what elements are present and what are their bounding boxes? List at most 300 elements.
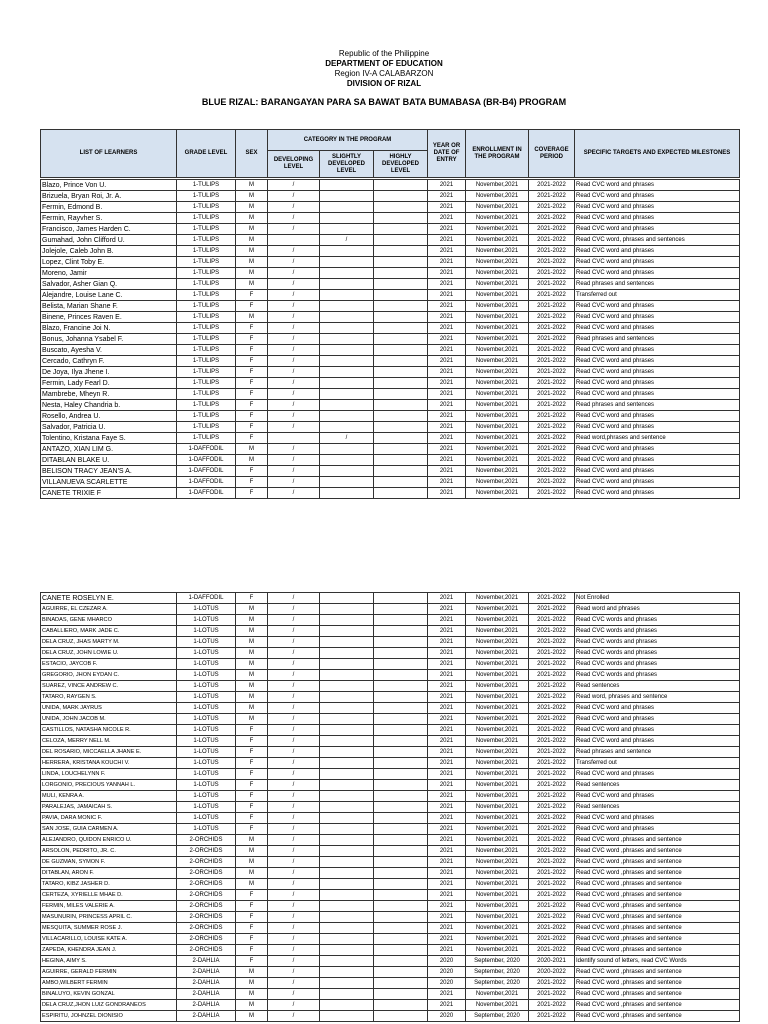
developing-mark: / bbox=[268, 356, 320, 367]
highly-mark bbox=[374, 279, 428, 290]
coverage-period: 2021-2022 bbox=[529, 604, 575, 615]
developing-mark: / bbox=[268, 466, 320, 477]
highly-mark bbox=[374, 433, 428, 444]
sex: M bbox=[236, 444, 268, 455]
target-milestone: Read CVC word and phrases bbox=[575, 703, 740, 714]
target-milestone: Read phrases and sentences bbox=[575, 334, 740, 345]
enrollment: November,2021 bbox=[466, 923, 529, 934]
developing-mark: / bbox=[268, 769, 320, 780]
grade-level: 1-DAFFODIL bbox=[177, 477, 236, 488]
table-row bbox=[41, 604, 740, 615]
grade-level: 2-DAHLIA bbox=[177, 1000, 236, 1011]
developing-mark: / bbox=[268, 747, 320, 758]
table-row bbox=[41, 1000, 740, 1011]
sex: F bbox=[236, 422, 268, 433]
sex: F bbox=[236, 356, 268, 367]
grade-level: 1-TULIPS bbox=[177, 411, 236, 422]
target-milestone: Read CVC word and phrases bbox=[575, 411, 740, 422]
coverage-period: 2021-2022 bbox=[529, 945, 575, 956]
developing-mark: / bbox=[268, 934, 320, 945]
enrollment: November,2021 bbox=[466, 615, 529, 626]
learner-name: DE GUZMAN, SYMON F. bbox=[41, 857, 177, 868]
slightly-mark bbox=[320, 356, 374, 367]
highly-mark bbox=[374, 813, 428, 824]
enrollment: November,2021 bbox=[466, 989, 529, 1000]
sex: M bbox=[236, 703, 268, 714]
developing-mark bbox=[268, 235, 320, 246]
sex: F bbox=[236, 301, 268, 312]
enrollment: November,2021 bbox=[466, 422, 529, 433]
slightly-mark bbox=[320, 345, 374, 356]
program-title: BLUE RIZAL: BARANGAYAN PARA SA BAWAT BATA BUMABASA (BR-B4) PROGRAM bbox=[201, 97, 567, 107]
slightly-mark bbox=[320, 725, 374, 736]
year-entry: 2021 bbox=[428, 813, 466, 824]
year-entry: 2021 bbox=[428, 604, 466, 615]
developing-mark: / bbox=[268, 824, 320, 835]
table-row bbox=[41, 802, 740, 813]
learner-name: Mambrebe, Mheyn R. bbox=[41, 389, 177, 400]
table-row bbox=[41, 637, 740, 648]
highly-mark bbox=[374, 659, 428, 670]
learner-name: AGUIRRE, EL CZEZAR A. bbox=[41, 604, 177, 615]
developing-mark: / bbox=[268, 257, 320, 268]
grade-level: 1-TULIPS bbox=[177, 389, 236, 400]
grade-level: 1-TULIPS bbox=[177, 301, 236, 312]
highly-mark bbox=[374, 400, 428, 411]
learner-name: UNIDA, MARK JAYRUS bbox=[41, 703, 177, 714]
coverage-period: 2021-2022 bbox=[529, 934, 575, 945]
year-entry: 2021 bbox=[428, 626, 466, 637]
grade-level: 1-LOTUS bbox=[177, 824, 236, 835]
year-entry: 2021 bbox=[428, 202, 466, 213]
highly-mark bbox=[374, 334, 428, 345]
target-milestone: Read CVC word and phrases bbox=[575, 466, 740, 477]
slightly-mark bbox=[320, 378, 374, 389]
developing-mark: / bbox=[268, 989, 320, 1000]
slightly-mark bbox=[320, 279, 374, 290]
learner-name: CANETE ROSELYN E. bbox=[41, 593, 177, 604]
target-milestone: Identify sound of letters, read CVC Words bbox=[575, 956, 740, 967]
target-milestone: Read CVC word ,phrases and sentence bbox=[575, 835, 740, 846]
developing-mark: / bbox=[268, 411, 320, 422]
learner-name: ARSOLON, PEDRITO, JR. C. bbox=[41, 846, 177, 857]
table-row bbox=[41, 378, 740, 389]
table-row bbox=[41, 411, 740, 422]
grade-level: 1-TULIPS bbox=[177, 202, 236, 213]
sex: F bbox=[236, 323, 268, 334]
year-entry: 2021 bbox=[428, 879, 466, 890]
highly-mark bbox=[374, 758, 428, 769]
learner-name: Tolentino, Kristana Faye S. bbox=[41, 433, 177, 444]
learner-name: CASTILLOS, NATASHA NICOLE R. bbox=[41, 725, 177, 736]
developing-mark: / bbox=[268, 1000, 320, 1011]
grade-level: 2-ORCHIDS bbox=[177, 934, 236, 945]
sex: F bbox=[236, 345, 268, 356]
coverage-period: 2021-2022 bbox=[529, 901, 575, 912]
sex: F bbox=[236, 780, 268, 791]
coverage-period: 2021-2022 bbox=[529, 824, 575, 835]
slightly-mark bbox=[320, 978, 374, 989]
highly-mark bbox=[374, 626, 428, 637]
enrollment: November,2021 bbox=[466, 367, 529, 378]
highly-mark bbox=[374, 945, 428, 956]
developing-mark: / bbox=[268, 345, 320, 356]
target-milestone: Read phrases and sentences bbox=[575, 279, 740, 290]
enrollment: November,2021 bbox=[466, 813, 529, 824]
sex: M bbox=[236, 213, 268, 224]
enrollment: November,2021 bbox=[466, 301, 529, 312]
learner-name: ANTAZO, XIAN LIM G. bbox=[41, 444, 177, 455]
learner-name: Moreno, Jamir bbox=[41, 268, 177, 279]
developing-mark: / bbox=[268, 202, 320, 213]
highly-mark bbox=[374, 191, 428, 202]
target-milestone: Read CVC word and phrases bbox=[575, 191, 740, 202]
year-entry: 2021 bbox=[428, 868, 466, 879]
sex: M bbox=[236, 312, 268, 323]
target-milestone: Read CVC word and phrases bbox=[575, 213, 740, 224]
highly-mark bbox=[374, 224, 428, 235]
year-entry: 2020 bbox=[428, 967, 466, 978]
table-row bbox=[41, 323, 740, 334]
learner-name: BELISON TRACY JEAN'S A. bbox=[41, 466, 177, 477]
developing-mark: / bbox=[268, 890, 320, 901]
slightly-mark bbox=[320, 736, 374, 747]
sex: M bbox=[236, 659, 268, 670]
grade-level: 2-ORCHIDS bbox=[177, 868, 236, 879]
highly-mark bbox=[374, 1000, 428, 1011]
target-milestone: Read CVC word and phrases bbox=[575, 224, 740, 235]
slightly-mark bbox=[320, 692, 374, 703]
year-entry: 2021 bbox=[428, 400, 466, 411]
highly-mark bbox=[374, 791, 428, 802]
grade-level: 1-LOTUS bbox=[177, 670, 236, 681]
sex: F bbox=[236, 901, 268, 912]
sex: F bbox=[236, 791, 268, 802]
coverage-period: 2021-2022 bbox=[529, 180, 575, 191]
enrollment: November,2021 bbox=[466, 312, 529, 323]
year-entry: 2021 bbox=[428, 246, 466, 257]
target-milestone: Read CVC word and phrases bbox=[575, 389, 740, 400]
developing-mark: / bbox=[268, 758, 320, 769]
learner-name: Belista, Marian Shane F. bbox=[41, 301, 177, 312]
table-row bbox=[41, 433, 740, 444]
enrollment: November,2021 bbox=[466, 912, 529, 923]
enrollment: November,2021 bbox=[466, 593, 529, 604]
highly-mark bbox=[374, 301, 428, 312]
year-entry: 2021 bbox=[428, 659, 466, 670]
enrollment: November,2021 bbox=[466, 400, 529, 411]
table-row bbox=[41, 268, 740, 279]
slightly-mark bbox=[320, 323, 374, 334]
grade-level: 1-LOTUS bbox=[177, 615, 236, 626]
slightly-mark bbox=[320, 466, 374, 477]
learners-table-page1 bbox=[40, 179, 740, 499]
grade-level: 2-ORCHIDS bbox=[177, 923, 236, 934]
sex: M bbox=[236, 235, 268, 246]
target-milestone: Read CVC words and phrases bbox=[575, 615, 740, 626]
grade-level: 1-TULIPS bbox=[177, 191, 236, 202]
sex: F bbox=[236, 813, 268, 824]
learner-name: DELA CRUZ,JHON LUIZ GONDRANEOS bbox=[41, 1000, 177, 1011]
highly-mark bbox=[374, 736, 428, 747]
target-milestone: Read CVC word and phrases bbox=[575, 268, 740, 279]
year-entry: 2020 bbox=[428, 1011, 466, 1022]
developing-mark: / bbox=[268, 400, 320, 411]
highly-mark bbox=[374, 725, 428, 736]
enrollment: November,2021 bbox=[466, 780, 529, 791]
slightly-mark bbox=[320, 290, 374, 301]
developing-mark: / bbox=[268, 180, 320, 191]
grade-level: 1-TULIPS bbox=[177, 400, 236, 411]
table-row bbox=[41, 868, 740, 879]
highly-mark bbox=[374, 890, 428, 901]
learner-name: UNIDA, JOHN JACOB M. bbox=[41, 714, 177, 725]
target-milestone: Read CVC words and phrases bbox=[575, 670, 740, 681]
learner-name: Blazo, Francine Joi N. bbox=[41, 323, 177, 334]
slightly-mark bbox=[320, 813, 374, 824]
sex: M bbox=[236, 637, 268, 648]
enrollment: November,2021 bbox=[466, 1000, 529, 1011]
sex: M bbox=[236, 626, 268, 637]
table-row bbox=[41, 422, 740, 433]
sex: M bbox=[236, 879, 268, 890]
slightly-mark bbox=[320, 956, 374, 967]
developing-mark: / bbox=[268, 967, 320, 978]
sex: M bbox=[236, 268, 268, 279]
table-row bbox=[41, 989, 740, 1000]
grade-level: 1-LOTUS bbox=[177, 681, 236, 692]
highly-mark bbox=[374, 637, 428, 648]
coverage-period: 2021-2022 bbox=[529, 268, 575, 279]
learner-name: Fermin, Lady Fearl D. bbox=[41, 378, 177, 389]
enrollment: November,2021 bbox=[466, 235, 529, 246]
learner-name: HERRERA, KRISTANA KOUCHI V. bbox=[41, 758, 177, 769]
slightly-mark bbox=[320, 802, 374, 813]
learner-name: CABALLIERO, MARK JADE C. bbox=[41, 626, 177, 637]
slightly-mark bbox=[320, 626, 374, 637]
coverage-period: 2021-2022 bbox=[529, 224, 575, 235]
coverage-period: 2021-2022 bbox=[529, 202, 575, 213]
highly-mark bbox=[374, 747, 428, 758]
slightly-mark bbox=[320, 400, 374, 411]
highly-mark bbox=[374, 681, 428, 692]
table-row bbox=[41, 824, 740, 835]
learner-name: ALEJANDRO, QUIDON ENRICO U. bbox=[41, 835, 177, 846]
enrollment: November,2021 bbox=[466, 180, 529, 191]
enrollment: November,2021 bbox=[466, 323, 529, 334]
table-row bbox=[41, 813, 740, 824]
coverage-period: 2021-2022 bbox=[529, 769, 575, 780]
sex: M bbox=[236, 681, 268, 692]
learner-name: Blazo, Prince Von U. bbox=[41, 180, 177, 191]
highly-mark bbox=[374, 356, 428, 367]
sex: M bbox=[236, 246, 268, 257]
coverage-period: 2021-2022 bbox=[529, 323, 575, 334]
target-milestone: Read CVC word and phrases bbox=[575, 488, 740, 499]
slightly-mark bbox=[320, 901, 374, 912]
enrollment: November,2021 bbox=[466, 345, 529, 356]
enrollment: November,2021 bbox=[466, 648, 529, 659]
highly-mark bbox=[374, 934, 428, 945]
slightly-mark bbox=[320, 714, 374, 725]
grade-level: 2-DAHLIA bbox=[177, 967, 236, 978]
grade-level: 1-LOTUS bbox=[177, 604, 236, 615]
enrollment: November,2021 bbox=[466, 389, 529, 400]
year-entry: 2021 bbox=[428, 824, 466, 835]
enrollment: November,2021 bbox=[466, 268, 529, 279]
table-row bbox=[41, 593, 740, 604]
grade-level: 1-TULIPS bbox=[177, 345, 236, 356]
slightly-mark: / bbox=[320, 235, 374, 246]
sex: F bbox=[236, 736, 268, 747]
learner-name: DITABLAN, ARON F. bbox=[41, 868, 177, 879]
year-entry: 2021 bbox=[428, 637, 466, 648]
year-entry: 2021 bbox=[428, 703, 466, 714]
slightly-mark bbox=[320, 422, 374, 433]
table-row bbox=[41, 334, 740, 345]
developing-mark: / bbox=[268, 692, 320, 703]
target-milestone: Read CVC word ,phrases and sentence bbox=[575, 945, 740, 956]
year-entry: 2021 bbox=[428, 235, 466, 246]
grade-level: 1-TULIPS bbox=[177, 279, 236, 290]
table-row bbox=[41, 345, 740, 356]
enrollment: November,2021 bbox=[466, 224, 529, 235]
slightly-mark: / bbox=[320, 433, 374, 444]
enrollment: November,2021 bbox=[466, 246, 529, 257]
coverage-period: 2021-2022 bbox=[529, 912, 575, 923]
coverage-period: 2021-2022 bbox=[529, 279, 575, 290]
sex: F bbox=[236, 367, 268, 378]
table-row bbox=[41, 301, 740, 312]
coverage-period: 2021-2022 bbox=[529, 345, 575, 356]
enrollment: September, 2020 bbox=[466, 967, 529, 978]
enrollment: November,2021 bbox=[466, 466, 529, 477]
learner-name: TATARO, KIBZ JASHER D. bbox=[41, 879, 177, 890]
learner-name: GREGORIO, JHON EYDAN C. bbox=[41, 670, 177, 681]
coverage-period: 2021-2022 bbox=[529, 235, 575, 246]
slightly-mark bbox=[320, 791, 374, 802]
target-milestone: Read CVC word and phrases bbox=[575, 714, 740, 725]
coverage-period: 2021-2022 bbox=[529, 670, 575, 681]
learner-name: MESQUITA, SUMMER ROSE J. bbox=[41, 923, 177, 934]
target-milestone: Read CVC words and phrases bbox=[575, 648, 740, 659]
developing-mark: / bbox=[268, 268, 320, 279]
table-row bbox=[41, 279, 740, 290]
slightly-mark bbox=[320, 1011, 374, 1022]
grade-level: 1-LOTUS bbox=[177, 692, 236, 703]
sex: F bbox=[236, 934, 268, 945]
slightly-mark bbox=[320, 191, 374, 202]
target-milestone: Read word,phrases and sentence bbox=[575, 433, 740, 444]
grade-level: 1-LOTUS bbox=[177, 813, 236, 824]
grade-level: 1-TULIPS bbox=[177, 323, 236, 334]
year-entry: 2021 bbox=[428, 488, 466, 499]
sex: F bbox=[236, 747, 268, 758]
division-line: DIVISION OF RIZAL bbox=[346, 79, 422, 88]
sex: F bbox=[236, 334, 268, 345]
enrollment: November,2021 bbox=[466, 758, 529, 769]
year-entry: 2021 bbox=[428, 1000, 466, 1011]
learner-name: Bonus, Johanna Ysabel F. bbox=[41, 334, 177, 345]
developing-mark: / bbox=[268, 312, 320, 323]
sex: M bbox=[236, 224, 268, 235]
grade-level: 2-ORCHIDS bbox=[177, 912, 236, 923]
republic-line: Republic of the Philippine bbox=[338, 49, 430, 58]
grade-level: 1-LOTUS bbox=[177, 637, 236, 648]
year-entry: 2021 bbox=[428, 747, 466, 758]
learner-name: DELA CRUZ, JHAS MARTY M. bbox=[41, 637, 177, 648]
slightly-mark bbox=[320, 1000, 374, 1011]
highly-mark bbox=[374, 367, 428, 378]
learner-name: Binene, Princes Raven E. bbox=[41, 312, 177, 323]
year-entry: 2021 bbox=[428, 901, 466, 912]
learner-name: Alejandre, Louise Lane C. bbox=[41, 290, 177, 301]
coverage-period: 2021-2022 bbox=[529, 648, 575, 659]
slightly-mark bbox=[320, 890, 374, 901]
target-milestone: Read CVC word and phrases bbox=[575, 323, 740, 334]
coverage-period: 2021-2022 bbox=[529, 466, 575, 477]
grade-level: 1-LOTUS bbox=[177, 659, 236, 670]
slightly-mark bbox=[320, 615, 374, 626]
developing-mark: / bbox=[268, 846, 320, 857]
grade-level: 1-TULIPS bbox=[177, 433, 236, 444]
grade-level: 1-TULIPS bbox=[177, 257, 236, 268]
slightly-mark bbox=[320, 868, 374, 879]
developing-mark: / bbox=[268, 246, 320, 257]
coverage-period: 2021-2022 bbox=[529, 334, 575, 345]
learner-name: PAVIA, DARA MONIC F. bbox=[41, 813, 177, 824]
highly-mark bbox=[374, 466, 428, 477]
table-row bbox=[41, 846, 740, 857]
enrollment: November,2021 bbox=[466, 791, 529, 802]
enrollment: November,2021 bbox=[466, 191, 529, 202]
coverage-period: 2021-2022 bbox=[529, 736, 575, 747]
target-milestone: Read CVC word and phrases bbox=[575, 824, 740, 835]
table-row bbox=[41, 356, 740, 367]
highly-mark bbox=[374, 670, 428, 681]
enrollment: September, 2020 bbox=[466, 956, 529, 967]
target-milestone: Read phrases and sentences bbox=[575, 400, 740, 411]
target-milestone: Read CVC word ,phrases and sentence bbox=[575, 857, 740, 868]
enrollment: November,2021 bbox=[466, 213, 529, 224]
slightly-mark bbox=[320, 945, 374, 956]
enrollment: November,2021 bbox=[466, 444, 529, 455]
highly-mark bbox=[374, 989, 428, 1000]
target-milestone: Read CVC word ,phrases and sentence bbox=[575, 989, 740, 1000]
grade-level: 2-DAHLIA bbox=[177, 978, 236, 989]
target-milestone: Read CVC word and phrases bbox=[575, 736, 740, 747]
table-row bbox=[41, 769, 740, 780]
highly-mark bbox=[374, 444, 428, 455]
year-entry: 2021 bbox=[428, 334, 466, 345]
slightly-mark bbox=[320, 224, 374, 235]
learner-name: VILLANUEVA SCARLETTE bbox=[41, 477, 177, 488]
sex: M bbox=[236, 455, 268, 466]
coverage-period: 2020-2022 bbox=[529, 967, 575, 978]
target-milestone: Read CVC word ,phrases and sentence bbox=[575, 978, 740, 989]
coverage-period: 2021-2022 bbox=[529, 681, 575, 692]
enrollment: November,2021 bbox=[466, 659, 529, 670]
table-row bbox=[41, 477, 740, 488]
developing-mark: / bbox=[268, 279, 320, 290]
highly-mark bbox=[374, 422, 428, 433]
sex: M bbox=[236, 180, 268, 191]
highly-mark bbox=[374, 604, 428, 615]
slightly-mark bbox=[320, 637, 374, 648]
grade-level: 1-LOTUS bbox=[177, 802, 236, 813]
developing-mark: / bbox=[268, 224, 320, 235]
coverage-period: 2021-2022 bbox=[529, 747, 575, 758]
